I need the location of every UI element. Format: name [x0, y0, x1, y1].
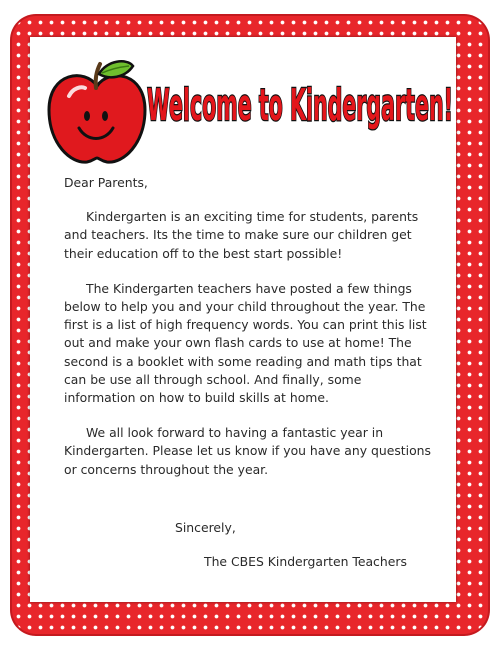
letter-signature: The CBES Kindergarten Teachers — [204, 554, 407, 569]
page-title-text: Welcome to Kindergarten! — [147, 80, 453, 131]
letter-body — [64, 174, 436, 496]
letter-paragraph: We all look forward to having a fantastic year in Kindergarten. Please let us know if you have any questions or concerns throughout the year. — [64, 425, 431, 477]
letter-closing: Sincerely, — [175, 520, 236, 535]
letter-paragraph: The Kindergarten teachers have posted a few things below to help you and your child throughout the year. The first is a list of high frequency words. You can print this list out and make your own flash cards to use at home! The second is a booklet with some reading and math tips that can be use all through school. And finally, some information on how to build skills at home. — [64, 280, 427, 406]
letter-paragraph: Kindergarten is an exciting time for students, parents and teachers. Its the time to make sure our children get their education off to the best start possible! — [64, 209, 419, 261]
page-title — [140, 62, 460, 142]
smiling-apple-icon — [47, 58, 147, 166]
letter-greeting: Dear Parents, — [64, 175, 148, 190]
